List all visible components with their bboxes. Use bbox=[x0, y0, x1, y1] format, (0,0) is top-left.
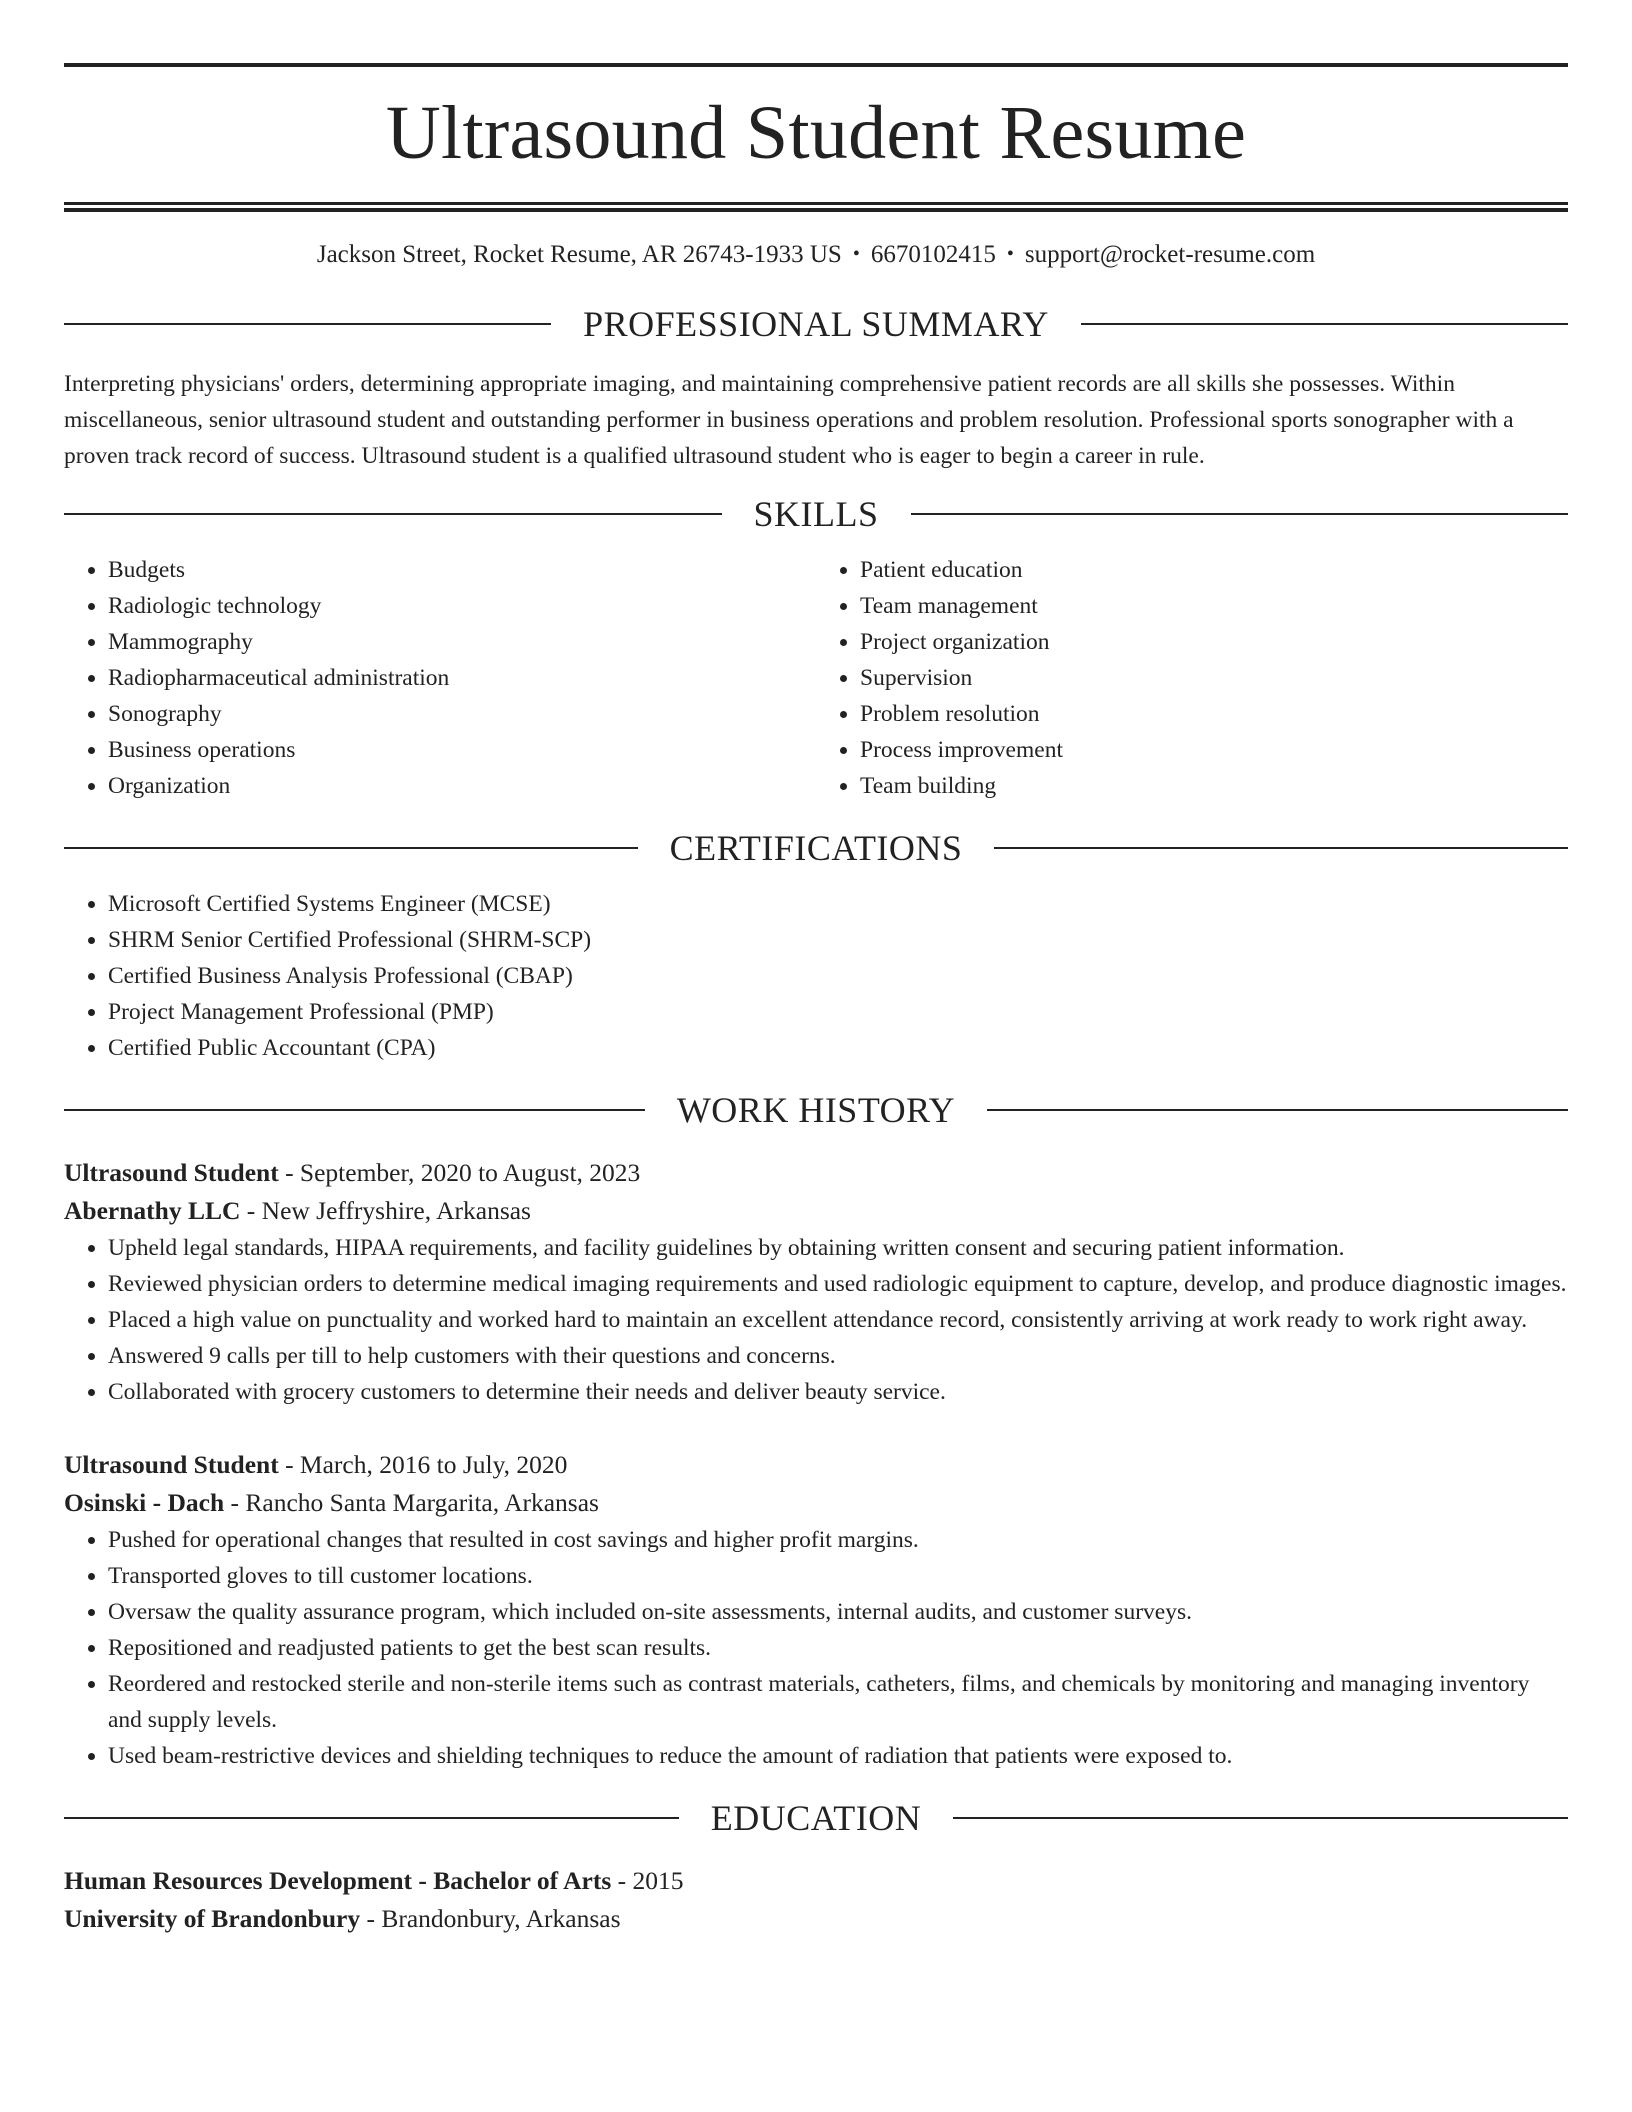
skill-item: • Radiopharmaceutical administration bbox=[108, 660, 816, 696]
work-history-heading-label: WORK HISTORY bbox=[676, 1090, 956, 1130]
job-location: - Rancho Santa Margarita, Arkansas bbox=[224, 1488, 599, 1517]
contact-address: Jackson Street, Rocket Resume, AR 26743-1933 US bbox=[316, 241, 842, 268]
skill-item: • Radiologic technology bbox=[108, 588, 816, 624]
certification-item: • SHRM Senior Certified Professional (SHRM-SCP) bbox=[108, 922, 1568, 958]
job-bullet: • Upheld legal standards, HIPAA requirements, and facility guidelines by obtaining written consent and securing patient information. bbox=[108, 1230, 1568, 1266]
education-entry bbox=[64, 1862, 1568, 1938]
contact-separator: • bbox=[1006, 243, 1014, 265]
education-school: University of Brandonbury bbox=[64, 1904, 361, 1933]
skills-heading bbox=[64, 494, 1568, 534]
certification-item: • Certified Business Analysis Professional (CBAP) bbox=[108, 958, 1568, 994]
job-bullet: • Transported gloves to till customer locations. bbox=[108, 1558, 1568, 1594]
heading-rule-left bbox=[64, 847, 638, 849]
skill-item: • Sonography bbox=[108, 696, 816, 732]
education-school-line bbox=[64, 1900, 1568, 1938]
contact-separator: • bbox=[852, 243, 860, 265]
skill-item: • Business operations bbox=[108, 732, 816, 768]
heading-rule-right bbox=[911, 513, 1569, 515]
heading-rule-left bbox=[64, 323, 551, 325]
job-bullet: • Pushed for operational changes that resulted in cost savings and higher profit margins. bbox=[108, 1522, 1568, 1558]
work-history-heading bbox=[64, 1090, 1568, 1130]
skill-item: • Team building bbox=[860, 768, 1568, 804]
job-title-line bbox=[64, 1154, 1568, 1192]
job-location: - New Jeffryshire, Arkansas bbox=[240, 1196, 531, 1225]
job-title: Ultrasound Student bbox=[64, 1450, 279, 1479]
contact-phone: 6670102415 bbox=[870, 241, 996, 268]
education-year: - 2015 bbox=[611, 1866, 684, 1895]
job-company-line bbox=[64, 1192, 1568, 1230]
skill-item: • Organization bbox=[108, 768, 816, 804]
job-bullet: • Used beam-restrictive devices and shielding techniques to reduce the amount of radiation that patients were exposed to. bbox=[108, 1738, 1568, 1774]
job-bullet: • Answered 9 calls per till to help customers with their questions and concerns. bbox=[108, 1338, 1568, 1374]
job-entry bbox=[64, 1446, 1568, 1774]
contact-email: support@rocket-resume.com bbox=[1024, 241, 1316, 268]
heading-rule-right bbox=[953, 1817, 1568, 1819]
job-title-line bbox=[64, 1446, 1568, 1484]
job-dates: - September, 2020 to August, 2023 bbox=[278, 1158, 641, 1187]
title-double-rule bbox=[64, 202, 1568, 212]
certification-item: • Project Management Professional (PMP) bbox=[108, 994, 1568, 1030]
skill-item: • Process improvement bbox=[860, 732, 1568, 768]
heading-rule-right bbox=[994, 847, 1568, 849]
heading-rule-right bbox=[987, 1109, 1568, 1111]
job-company-line bbox=[64, 1484, 1568, 1522]
skill-item: • Project organization bbox=[860, 624, 1568, 660]
skill-item: • Supervision bbox=[860, 660, 1568, 696]
summary-heading bbox=[64, 304, 1568, 344]
skill-item: • Team management bbox=[860, 588, 1568, 624]
certifications-list bbox=[64, 886, 1568, 1066]
job-entry bbox=[64, 1154, 1568, 1410]
job-bullet: • Collaborated with grocery customers to determine their needs and deliver beauty service. bbox=[108, 1374, 1568, 1410]
contact-line bbox=[64, 240, 1568, 270]
certifications-heading-label: CERTIFICATIONS bbox=[669, 828, 963, 868]
skills-list bbox=[64, 552, 1568, 804]
certification-item: • Certified Public Accountant (CPA) bbox=[108, 1030, 1568, 1066]
job-bullet: • Reviewed physician orders to determine medical imaging requirements and used radiologic equipment to capture, develop, and produce diagnostic images. bbox=[108, 1266, 1568, 1302]
education-heading-label: EDUCATION bbox=[710, 1798, 922, 1838]
job-company: Abernathy LLC bbox=[64, 1196, 241, 1225]
heading-rule-right bbox=[1081, 323, 1568, 325]
job-bullet: • Repositioned and readjusted patients to get the best scan results. bbox=[108, 1630, 1568, 1666]
skill-item: • Patient education bbox=[860, 552, 1568, 588]
job-company: Osinski - Dach bbox=[64, 1488, 225, 1517]
skills-heading-label: SKILLS bbox=[753, 494, 879, 534]
skills-column-right bbox=[816, 552, 1568, 804]
education-degree-line bbox=[64, 1862, 1568, 1900]
heading-rule-left bbox=[64, 513, 722, 515]
resume-title: Ultrasound Student Resume bbox=[385, 91, 1247, 175]
job-bullet: • Reordered and restocked sterile and non-sterile items such as contrast materials, catheters, films, and chemicals by monitoring and managing inventory and supply levels. bbox=[108, 1666, 1568, 1738]
job-bullet: • Placed a high value on punctuality and worked hard to maintain an excellent attendance record, consistently arriving at work ready to work right away. bbox=[108, 1302, 1568, 1338]
resume-page bbox=[0, 63, 1632, 2112]
certifications-heading bbox=[64, 828, 1568, 868]
heading-rule-left bbox=[64, 1817, 679, 1819]
summary-text: Interpreting physicians' orders, determining appropriate imaging, and maintaining comprehensive patient records are all skills she possesses. Within miscellaneous, senior ultrasound student and outstanding performer in business operations and problem resolution. Professional sports sonographer with a proven track record of success. Ultrasound student is a qualified ultrasound student who is eager to begin a career in rule. bbox=[64, 371, 1514, 469]
education-location: - Brandonbury, Arkansas bbox=[360, 1904, 621, 1933]
job-bullets bbox=[64, 1522, 1568, 1774]
education-heading bbox=[64, 1798, 1568, 1838]
skill-item: • Budgets bbox=[108, 552, 816, 588]
job-bullets bbox=[64, 1230, 1568, 1410]
job-bullet: • Oversaw the quality assurance program, which included on-site assessments, internal audits, and customer surveys. bbox=[108, 1594, 1568, 1630]
certification-item: • Microsoft Certified Systems Engineer (MCSE) bbox=[108, 886, 1568, 922]
job-dates: - March, 2016 to July, 2020 bbox=[278, 1450, 568, 1479]
skills-column-left bbox=[64, 552, 816, 804]
summary-heading-label: PROFESSIONAL SUMMARY bbox=[583, 304, 1049, 344]
education-degree: Human Resources Development - Bachelor of Arts bbox=[64, 1866, 612, 1895]
job-title: Ultrasound Student bbox=[64, 1158, 279, 1187]
heading-rule-left bbox=[64, 1109, 645, 1111]
skill-item: • Problem resolution bbox=[860, 696, 1568, 732]
skill-item: • Mammography bbox=[108, 624, 816, 660]
